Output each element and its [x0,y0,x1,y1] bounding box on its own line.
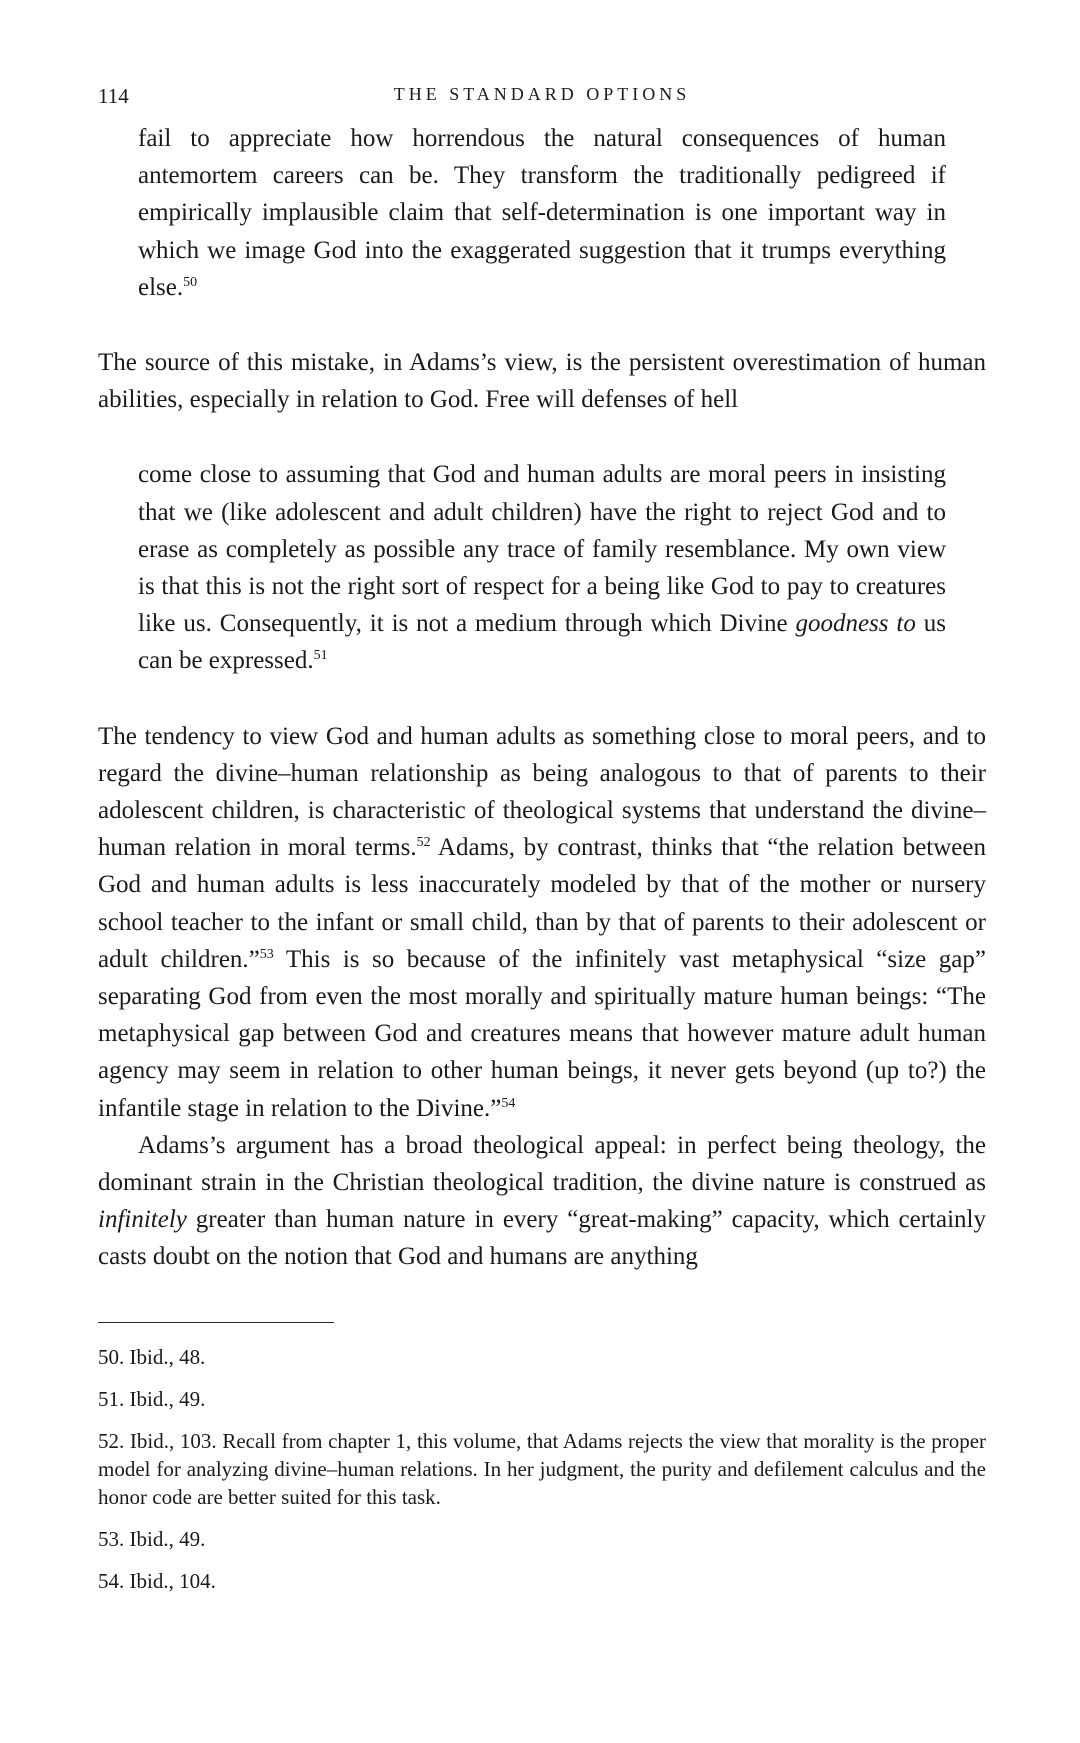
note-ref-51[interactable]: 51 [313,648,328,664]
note-ref-50[interactable]: 50 [183,274,198,290]
note-ref-54[interactable]: 54 [501,1095,516,1111]
running-head [98,84,986,114]
footnote-text: Ibid., 49. [129,1526,206,1551]
body-paragraph-3 [98,1127,986,1276]
body-paragraph-2 [98,718,986,1127]
footnotes [98,1343,986,1595]
footnote-number: 53. [98,1526,125,1551]
footnote-50 [98,1343,986,1371]
body-paragraph-3-emphasis: infinitely [98,1206,187,1234]
footnote-text: Ibid., 48. [129,1344,206,1369]
footnote-text: Ibid., 49. [129,1386,206,1411]
footnote-divider [98,1322,334,1323]
body-paragraph-2-text-b: Adams, by contrast, thinks that “the relation between God and human adults is less inaccurately modeled by that of the mother or nursery school teacher to the infant or small child, than by that of parents to their adolescent or adult children.” [98,834,986,973]
footnote-54 [98,1567,986,1595]
footnote-51 [98,1385,986,1413]
footnote-53 [98,1525,986,1553]
footnote-number: 54. [98,1568,125,1593]
page-number: 114 [98,84,129,108]
body-paragraph-3-text-a: Adams’s argument has a broad theological appeal: in perfect being theology, the dominant strain in the Christian theological tradition, the divine nature is construed as [98,1131,986,1197]
body-paragraph-1-text: The source of this mistake, in Adams’s view, is the persistent overestimation of human abilities, especially in relation to God. Free will defenses of hell [98,349,986,414]
block-quote-2-text-a: come close to assuming that God and human adults are moral peers in insisting that we (like adolescent and adult children) have the right to reject God and to erase as completely as possible any trace of family resemblance. My own view is that this is not the right sort of respect for a being like God to pay to creatures like us. Consequently, it is not a medium through which Divine [138,461,946,638]
footnote-text: Ibid., 104. [129,1568,216,1593]
footnote-number: 51. [98,1386,125,1411]
footnote-52 [98,1427,986,1511]
footnote-text: Ibid., 103. Recall from chapter 1, this volume, that Adams rejects the view that morality is the proper model for analyzing divine–human relations. In her judgment, the purity and defilement calculus and the honor code are better suited for this task. [98,1428,987,1509]
book-page [98,84,986,1609]
block-quote-2-text-b: us can be expressed. [138,610,946,675]
block-quote-1-text: fail to appreciate how horrendous the natural consequences of human antemortem careers can be. They transform the traditionally pedigreed if empirically implausible claim that self-determination is one important way in which we image God into the exaggerated suggestion that it trumps everything else. [138,125,946,301]
block-quote-1 [98,120,986,306]
body-paragraph-1 [98,344,986,418]
footnote-number: 50. [98,1344,125,1369]
footnote-number: 52. [98,1428,125,1453]
body-paragraph-2-text-a: The tendency to view God and human adults as something close to moral peers, and to regard the divine–human relationship as being analogous to that of parents to their adolescent children, is characteristic of theological systems that understand the divine–human relation in moral terms. [98,722,986,862]
body-paragraph-3-text-b: greater than human nature in every “great-making” capacity, which certainly casts doubt on the notion that God and humans are anything [98,1206,986,1271]
running-head-title: THE STANDARD OPTIONS [393,84,691,104]
note-ref-52[interactable]: 52 [416,835,431,851]
note-ref-53[interactable]: 53 [259,946,274,962]
block-quote-2 [98,456,986,679]
block-quote-2-emphasis: goodness to [795,610,916,638]
body-paragraph-2-text-c: This is so because of the infinitely vast metaphysical “size gap” separating God from even the most morally and spiritually mature human beings: “The metaphysical gap between God and creatures means that however mature adult human agency may seem in relation to other human beings, it never gets beyond (up to?) the infantile stage in relation to the Divine.” [98,945,986,1122]
